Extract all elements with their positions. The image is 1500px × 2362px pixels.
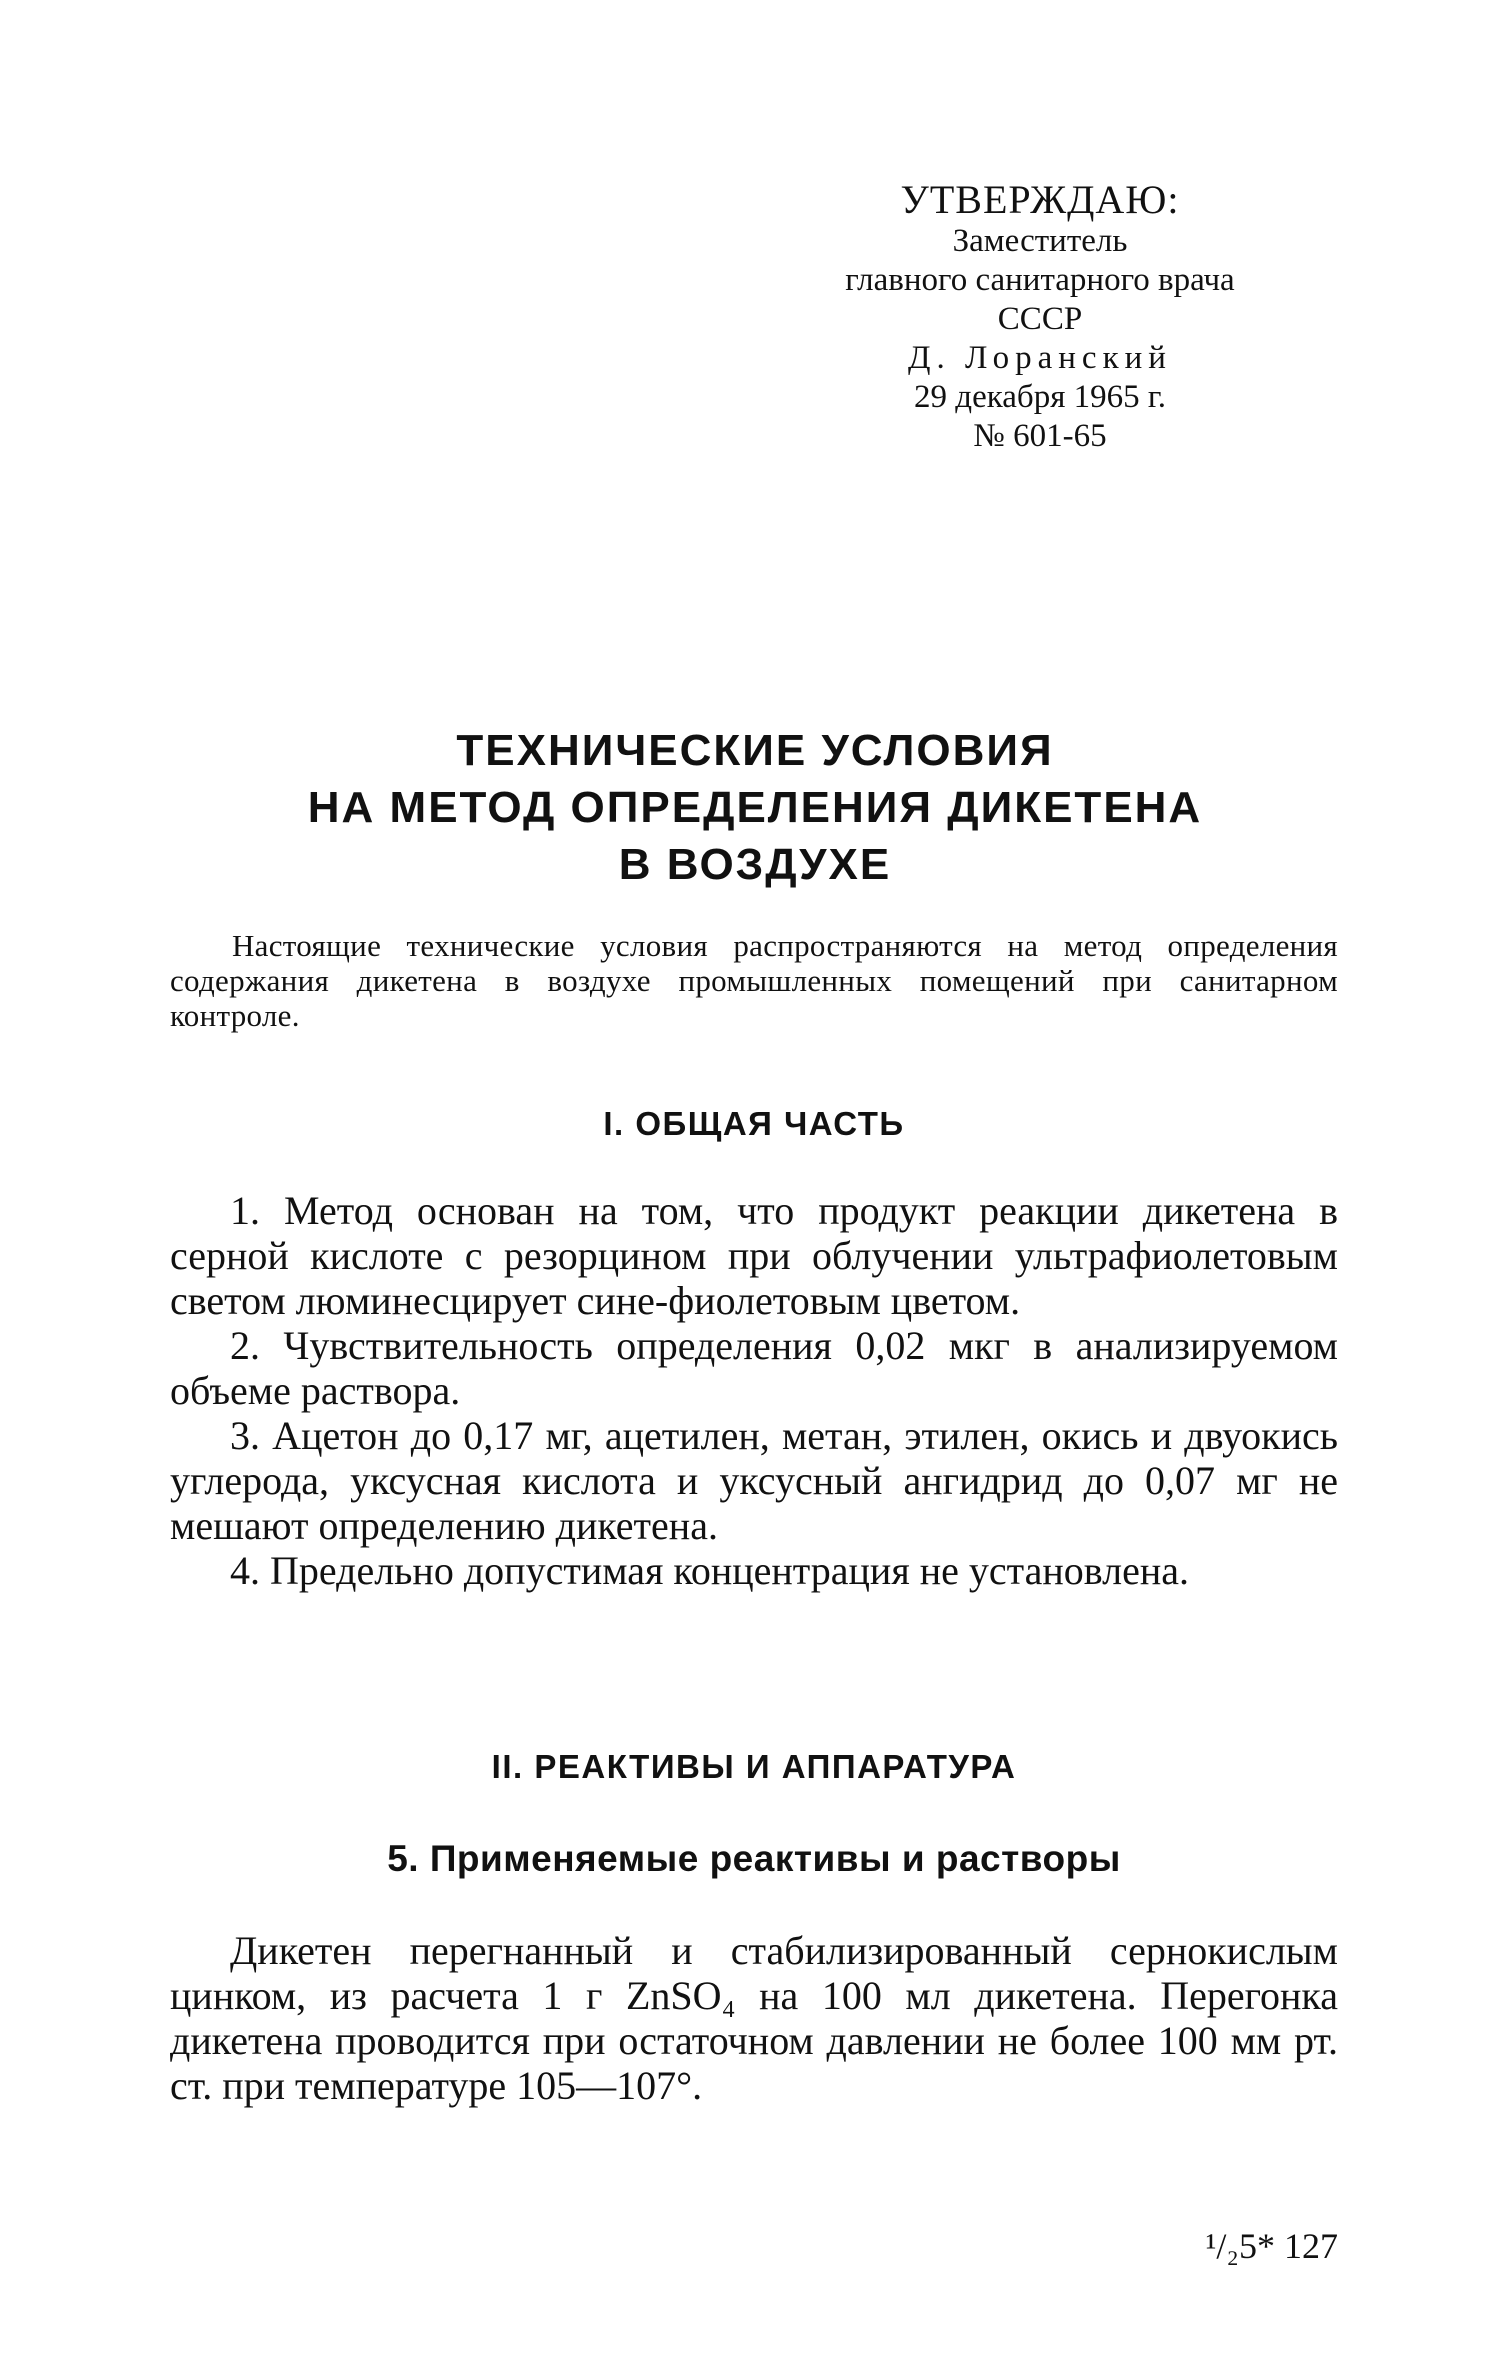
- intro-paragraph: Настоящие технические условия распространяются на метод определения содержания дикетена в воздухе промышленных помещений при санитарном контроле.: [170, 928, 1338, 1033]
- approval-block: [760, 178, 1320, 456]
- list-item: 2. Чувствительность определения 0,02 мкг в анализируемом объеме раствора.: [170, 1323, 1338, 1413]
- approval-signer: Д. Лоранский: [908, 340, 1172, 376]
- approval-position: Заместитель: [952, 223, 1128, 259]
- page-number: ¹/₂5* 127: [1205, 2226, 1338, 2266]
- approval-number: № 601-65: [973, 418, 1107, 454]
- list-item: 4. Предельно допустимая концентрация не установлена.: [230, 1548, 1190, 1593]
- approval-country: СССР: [997, 301, 1083, 337]
- title-line-2: НА МЕТОД ОПРЕДЕЛЕНИЯ ДИКЕТЕНА: [307, 783, 1203, 832]
- list-item: 3. Ацетон до 0,17 мг, ацетилен, метан, этилен, окись и двуокись углерода, уксусная кислота и уксусный ангидрид до 0,07 мг не мешают определению дикетена.: [170, 1413, 1338, 1548]
- reagents-paragraph-block: [170, 1928, 1338, 2108]
- section-heading-reagents: II. РЕАКТИВЫ И АППАРАТУРА: [491, 1748, 1017, 1785]
- general-items-list: [170, 1188, 1338, 1593]
- document-title: [180, 722, 1330, 893]
- list-item: 1. Метод основан на том, что продукт реакции дикетена в серной кислоте с резорцином при облучении ультрафиолетовым светом люминесцирует сине-фиолетовым цветом.: [170, 1188, 1338, 1323]
- approval-heading: УТВЕРЖДАЮ:: [900, 177, 1180, 222]
- title-line-1: ТЕХНИЧЕСКИЕ УСЛОВИЯ: [456, 726, 1054, 775]
- approval-date: 29 декабря 1965 г.: [914, 379, 1166, 415]
- title-line-3: В ВОЗДУХЕ: [618, 840, 892, 889]
- reagents-paragraph: Дикетен перегнанный и стабилизированный сернокислым цинком, из расчета 1 г ZnSO₄ на 100 мл дикетена. Перегонка дикетена проводится при остаточном давлении не более 100 мм рт. ст. при температуре 105—107°.: [170, 1928, 1338, 2108]
- approval-position-detail: главного санитарного врача: [845, 262, 1235, 298]
- section-heading-general: I. ОБЩАЯ ЧАСТЬ: [603, 1105, 905, 1142]
- subsection-heading-reagents: 5. Применяемые реактивы и растворы: [387, 1838, 1121, 1879]
